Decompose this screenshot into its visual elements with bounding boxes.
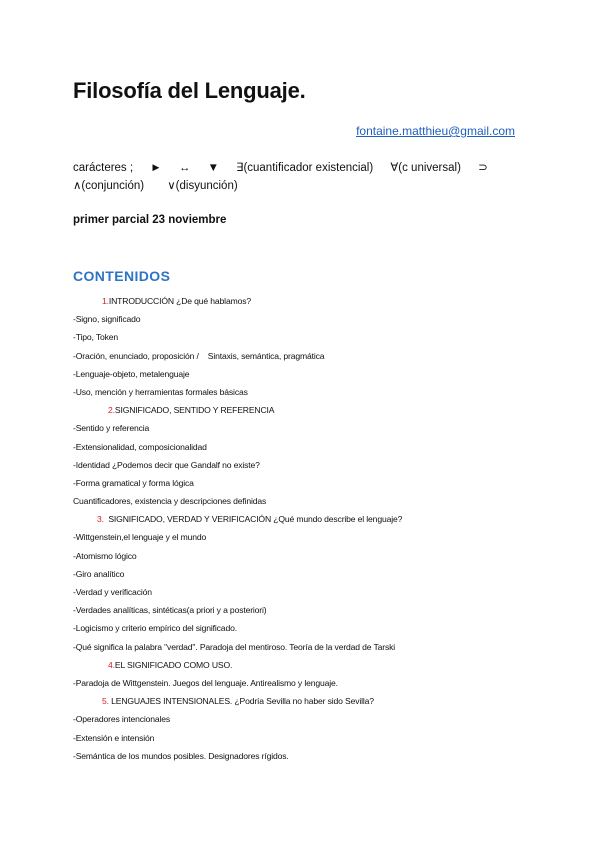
list-item: -Forma gramatical y forma lógica xyxy=(73,477,194,488)
list-item: -Operadores intencionales xyxy=(73,714,171,725)
list-item: -Sentido y referencia xyxy=(73,423,150,434)
section-number: 1. xyxy=(102,296,109,306)
section-title: SIGNIFICADO, VERDAD Y VERIFICACIÓN ¿Qué mundo describe el lenguaje? xyxy=(103,514,403,525)
contents-heading: CONTENIDOS xyxy=(73,268,171,284)
list-item: Cuantificadores, existencia y descripciones definidas xyxy=(73,496,267,507)
section-title: SIGNIFICADO, SENTIDO Y REFERENCIA xyxy=(114,405,275,416)
characters-line-1 xyxy=(73,160,502,174)
section-number: 5. xyxy=(102,696,109,707)
section-heading xyxy=(73,656,573,674)
existential-symbol: ∃(cuantificador existencial) xyxy=(236,162,374,174)
list-item: -Tipo, Token xyxy=(73,332,119,343)
document-title: Filosofía del Lenguaje. xyxy=(73,78,306,103)
list-item: -Identidad ¿Podemos decir que Gandalf no existe? xyxy=(73,459,260,470)
list-item: -Semántica de los mundos posibles. Designadores rígidos. xyxy=(73,750,289,761)
section-heading xyxy=(73,401,573,419)
triangle-down-symbol: ▼ xyxy=(207,162,219,174)
list-item: -Lenguaje-objeto, metalenguaje xyxy=(73,368,190,379)
list-item: -Verdad y verificación xyxy=(73,587,152,597)
contents-list xyxy=(73,292,573,765)
section-heading xyxy=(73,692,573,710)
section-number: 3. xyxy=(97,514,104,525)
section-title: INTRODUCCIÓN ¿De qué hablamos? xyxy=(108,296,251,306)
list-item: -Oración, enunciado, proposición / Sintaxis, semántica, pragmática xyxy=(73,350,325,361)
characters-label: carácteres ; xyxy=(73,162,134,174)
implication-symbol: ⊃ xyxy=(478,162,488,174)
list-item: -Paradoja de Wittgenstein. Juegos del lenguaje. Antirealismo y lenguaje. xyxy=(73,677,338,688)
exam-date: primer parcial 23 noviembre xyxy=(73,214,227,226)
list-item: -Signo, significado xyxy=(73,314,141,325)
biconditional-symbol: ↔ xyxy=(178,162,191,174)
arrow-right-symbol: ► xyxy=(150,162,162,174)
section-heading xyxy=(73,510,573,528)
list-item: -Verdades analíticas, sintéticas(a priori y a posteriori) xyxy=(73,605,267,616)
section-number: 4. xyxy=(108,659,115,670)
email-link[interactable]: fontaine.matthieu@gmail.com xyxy=(356,124,515,138)
list-item: -Uso, mención y herramientas formales básicas xyxy=(73,386,248,397)
conjunction-symbol: ∧(conjunción) xyxy=(73,180,145,192)
list-item: -Logicismo y criterio empírico del significado. xyxy=(73,623,237,634)
section-title: LENGUAJES INTENSIONALES. ¿Podría Sevilla no haber sido Sevilla? xyxy=(108,696,374,707)
universal-symbol: ∀(c universal) xyxy=(390,162,461,174)
section-number: 2. xyxy=(108,405,115,416)
section-title: EL SIGNIFICADO COMO USO. xyxy=(114,659,233,670)
list-item: -Atomismo lógico xyxy=(73,550,137,561)
list-item: -Extensionalidad, composicionalidad xyxy=(73,441,207,452)
list-item: -Giro analítico xyxy=(73,568,125,579)
characters-line-2 xyxy=(73,178,258,192)
list-item: -Wittgenstein,el lenguaje y el mundo xyxy=(73,532,207,543)
list-item: -Qué significa la palabra "verdad". Paradoja del mentiroso. Teoría de la verdad de Tarski xyxy=(73,641,396,652)
list-item: -Extensión e intensión xyxy=(73,732,155,743)
section-heading xyxy=(73,292,573,310)
disjunction-symbol: ∨(disyunción) xyxy=(167,180,238,192)
